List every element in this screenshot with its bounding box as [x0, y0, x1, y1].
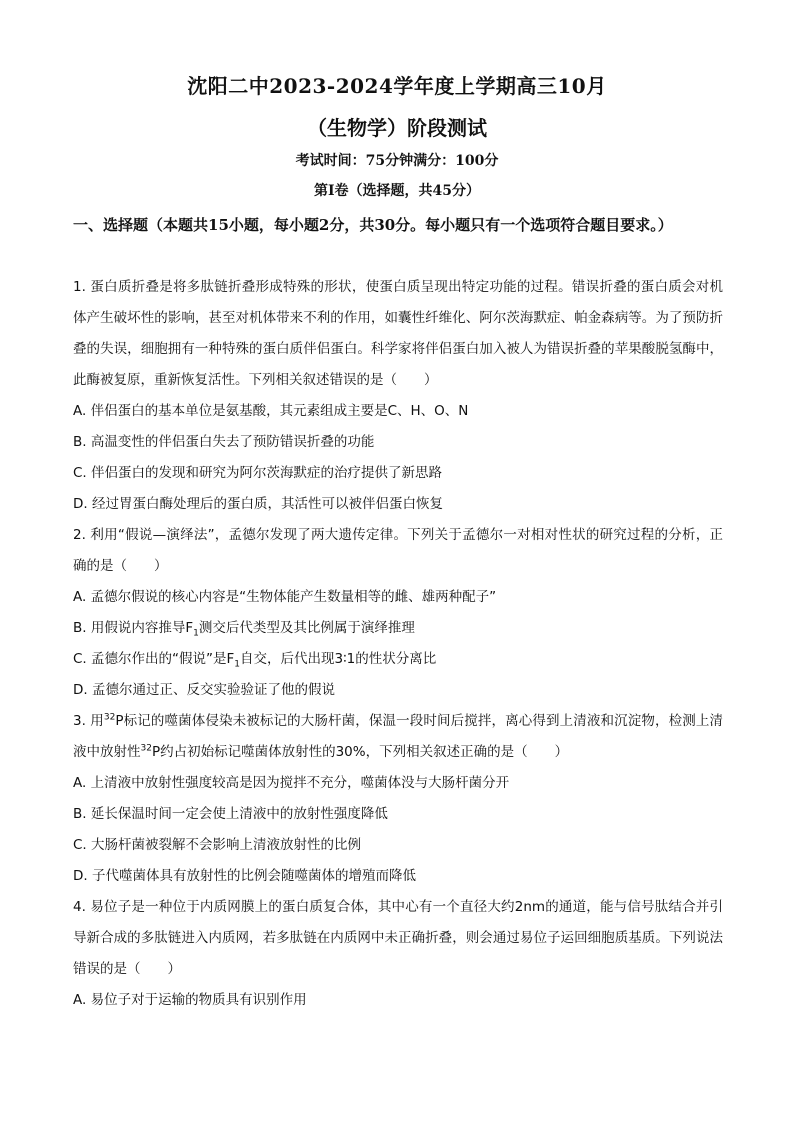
superscript: 32	[140, 743, 152, 754]
question-1	[73, 272, 723, 520]
question-stem	[73, 706, 723, 768]
option-text: 自交，后代出现3∶1的性状分离比	[240, 651, 437, 667]
question-stem: 4. 易位子是一种位于内质网膜上的蛋白质复合体，其中心有一个直径大约2nm的通道，能与信号肽结合并引导新合成的多肽链进入内质网，若多肽链在内质网中未正确折叠，则会通过易位子运回细胞质基质。下列说法错误的是（ ）	[73, 899, 723, 977]
option-d: D. 子代噬菌体具有放射性的比例会随噬菌体的增殖而降低	[73, 868, 416, 884]
question-stem: 2. 利用“假说—演绎法”，孟德尔发现了两大遗传定律。下列关于孟德尔一对相对性状的研究过程的分析，正确的是（ ）	[73, 527, 723, 574]
volume-label: 第I卷（选择题，共45分）	[313, 183, 481, 199]
option-d: D. 经过胃蛋白酶处理后的蛋白质，其活性可以被伴侣蛋白恢复	[73, 496, 443, 512]
option-text: B. 用假说内容推导F	[73, 620, 194, 636]
section-heading: 一、选择题（本题共15小题，每小题2分，共30分。每小题只有一个选项符合题目要求。）	[73, 216, 673, 234]
question-stem: 1. 蛋白质折叠是将多肽链折叠形成特殊的形状，使蛋白质呈现出特定功能的过程。错误折叠的蛋白质会对机体产生破坏性的影响，甚至对机体带来不利的作用，如囊性纤维化、阿尔茨海默症、帕金森病等。为了预防折叠的失误，细胞拥有一种特殊的蛋白质伴侣蛋白。科学家将伴侣蛋白加入被人为错误折叠的苹果酸脱氢酶中，此酶被复原，重新恢复活性。下列相关叙述错误的是（ ）	[73, 279, 723, 388]
option-text: 测交后代类型及其比例属于演绎推理	[198, 620, 415, 636]
subscript: 1	[234, 659, 240, 670]
question-3	[73, 706, 723, 892]
option-a: A. 上清液中放射性强度较高是因为搅拌不充分，噬菌体没与大肠杆菌分开	[73, 775, 510, 791]
stem-text: P约占初始标记噬菌体放射性的30%，下列相关叙述正确的是（ ）	[151, 744, 569, 760]
question-list	[73, 272, 723, 1016]
stem-text: 3. 用	[73, 713, 104, 729]
option-c: C. 伴侣蛋白的发现和研究为阿尔茨海默症的治疗提供了新思路	[73, 465, 443, 481]
option-a: A. 孟德尔假说的核心内容是“生物体能产生数量相等的雌、雄两种配子”	[73, 589, 497, 605]
question-2	[73, 520, 723, 706]
option-b	[73, 613, 723, 644]
option-d: D. 孟德尔通过正、反交实验验证了他的假说	[73, 682, 335, 698]
option-text: C. 孟德尔作出的“假说”是F	[73, 651, 235, 667]
option-b: B. 高温变性的伴侣蛋白失去了预防错误折叠的功能	[73, 434, 375, 450]
exam-subtitle: （生物学）阶段测试	[307, 116, 487, 140]
option-c	[73, 644, 723, 675]
stem-text: P标记的噬菌体侵染未被标记的大肠杆菌，保温一段时间后搅拌，离心得到上清液和沉淀物，检测上清液中放射性	[73, 713, 723, 760]
subscript: 1	[193, 628, 199, 639]
exam-title: 沈阳二中2023-2024学年度上学期高三10月	[187, 74, 607, 98]
exam-info: 考试时间：75分钟满分：100分	[295, 153, 499, 169]
option-a: A. 易位子对于运输的物质具有识别作用	[73, 992, 307, 1008]
option-a: A. 伴侣蛋白的基本单位是氨基酸，其元素组成主要是C、H、O、N	[73, 403, 469, 419]
question-4	[73, 892, 723, 1016]
option-b: B. 延长保温时间一定会使上清液中的放射性强度降低	[73, 806, 388, 822]
superscript: 32	[103, 712, 116, 723]
option-c: C. 大肠杆菌被裂解不会影响上清液放射性的比例	[73, 837, 362, 853]
